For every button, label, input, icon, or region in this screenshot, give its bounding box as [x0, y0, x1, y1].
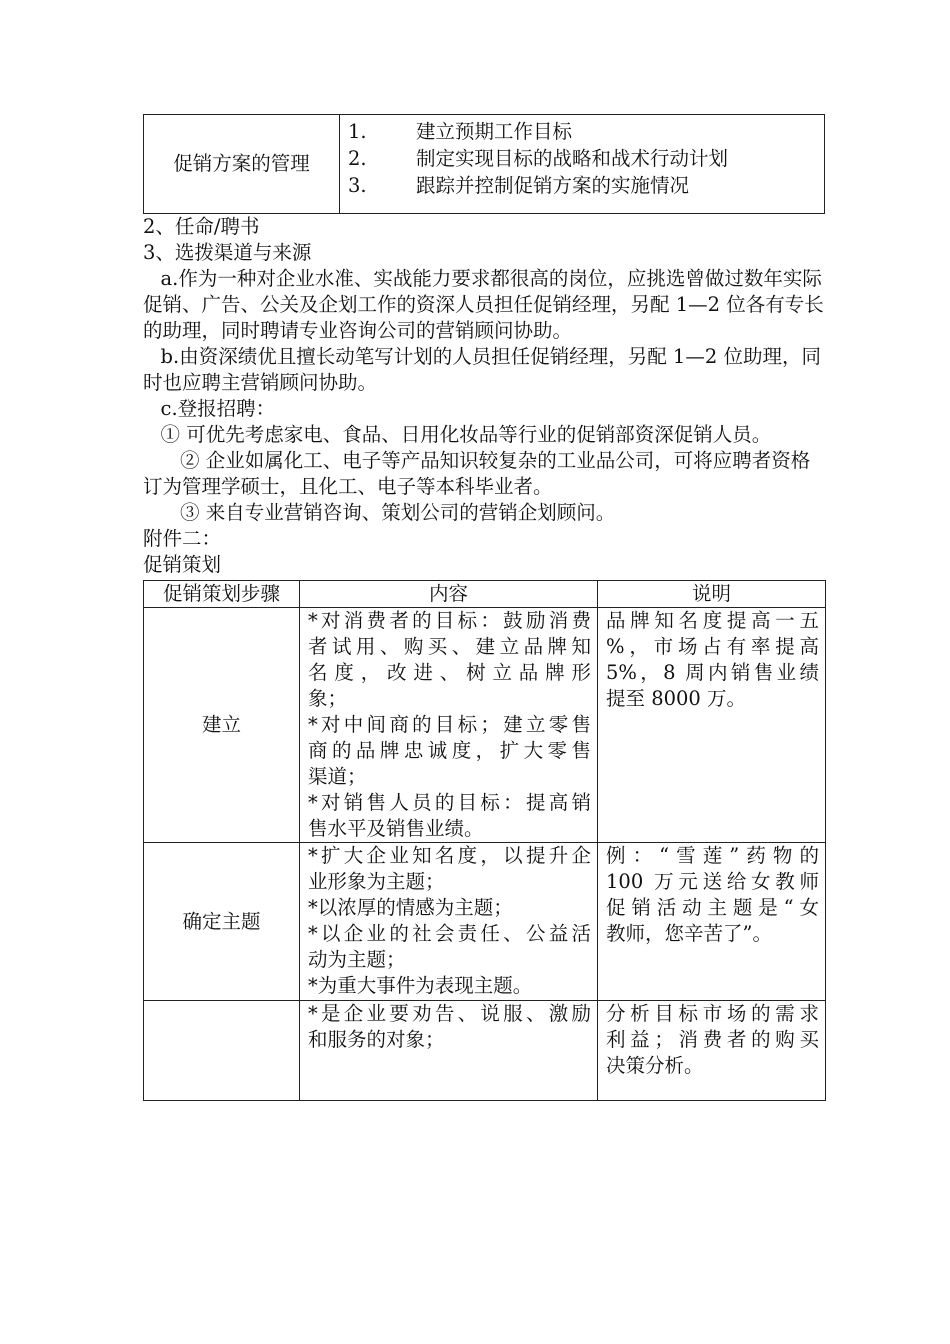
note-line: 5%，8 周内销售业绩 [606, 661, 819, 684]
content-line: *对中间商的目标；建立零售 [308, 713, 591, 736]
section-appointment: 2、任命/聘书 [143, 215, 260, 238]
content-line: *以浓厚的情感为主题； [308, 896, 513, 919]
section-selection-channels: 3、选拨渠道与来源 [143, 241, 312, 264]
content-line: *对销售人员的目标：提高销 [308, 791, 591, 814]
content-line: *扩大企业知名度，以提升企 [308, 844, 591, 867]
management-item [348, 146, 818, 173]
note-line: 提至 8000 万。 [606, 687, 747, 710]
content-line: 名度，改进、树立品牌形 [308, 661, 591, 684]
header-content: 内容 [300, 581, 598, 608]
row-note [598, 843, 826, 1001]
row-step: 确定主题 [144, 843, 300, 1001]
management-label: 促销方案的管理 [144, 115, 340, 214]
management-table [143, 114, 825, 214]
note-line: 例：“雪莲”药物的 [606, 844, 819, 867]
content-line: 业形象为主题； [308, 870, 445, 893]
table-row [144, 843, 826, 1001]
item-text: 建立预期工作目标 [416, 120, 573, 143]
paragraph-c1: ① 可优先考虑家电、食品、日用化妆品等行业的促销部资深促销人员。 [160, 423, 772, 446]
item-text: 跟踪并控制促销方案的实施情况 [416, 174, 690, 197]
row-content [300, 843, 598, 1001]
item-text: 制定实现目标的战略和战术行动计划 [416, 147, 729, 170]
row-step [144, 1001, 300, 1101]
row-content [300, 1001, 598, 1101]
paragraph-a: a.作为一种对企业水准、实战能力要求都很高的岗位，应挑选曾做过数年实际促销、广告、公关及企划工作的资深人员担任促销经理，另配 1—2 位各有专长的助理，同时聘请专业咨询公司的营销顾问协助。 [143, 267, 824, 342]
document-page [143, 114, 825, 1101]
content-line: 商的品牌忠诚度，扩大零售 [308, 739, 591, 762]
row-note [598, 1001, 826, 1101]
paragraph-c: c.登报招聘： [160, 397, 276, 420]
item-number: 2. [348, 147, 367, 170]
content-line: 售水平及销售业绩。 [308, 817, 484, 840]
appendix-label: 附件二： [143, 527, 222, 550]
content-line: 渠道； [308, 765, 367, 788]
content-line: *以企业的社会责任、公益活 [308, 922, 591, 945]
item-number: 3. [348, 174, 367, 197]
content-line: *对消费者的目标：鼓励消费 [308, 609, 591, 632]
note-line: 品牌知名度提高一五 [606, 609, 819, 632]
content-line: *为重大事件为表现主题。 [308, 974, 533, 997]
row-step: 建立 [144, 608, 300, 843]
table-header-row [144, 581, 826, 608]
note-line: 100 万元送给女教师 [606, 870, 819, 893]
note-line: 利益；消费者的购买 [606, 1028, 819, 1051]
note-line: 决策分析。 [606, 1054, 704, 1077]
management-items [340, 115, 825, 214]
header-note: 说明 [598, 581, 826, 608]
content-line: 者试用、购买、建立品牌知 [308, 635, 591, 658]
note-line: %，市场占有率提高 [606, 635, 819, 658]
note-line: 分析目标市场的需求 [606, 1002, 819, 1025]
content-line: 象； [308, 687, 348, 710]
promotion-plan-table [143, 580, 826, 1101]
table-row [144, 1001, 826, 1101]
paragraph-b: b.由资深绩优且擅长动笔写计划的人员担任促销经理，另配 1—2 位助理，同时也应聘主营销顾问协助。 [143, 345, 821, 394]
header-step: 促销策划步骤 [144, 581, 300, 608]
paragraph-c3: ③ 来自专业营销咨询、策划公司的营销企划顾问。 [180, 501, 616, 524]
content-line: *是企业要劝告、说服、激励 [308, 1002, 591, 1025]
item-number: 1. [348, 120, 367, 143]
management-item [348, 173, 818, 200]
note-line: 教师，您辛苦了”。 [606, 922, 772, 945]
paragraph-c2: ② 企业如属化工、电子等产品知识较复杂的工业品公司，可将应聘者资格订为管理学硕士，且化工、电子等本科毕业者。 [143, 449, 811, 498]
row-content [300, 608, 598, 843]
row-note [598, 608, 826, 843]
appendix-title: 促销策划 [143, 553, 222, 576]
table-row [144, 608, 826, 843]
management-item [348, 119, 818, 146]
note-line: 促销活动主题是“女 [606, 896, 819, 919]
content-line: 和服务的对象； [308, 1028, 445, 1051]
content-line: 动为主题； [308, 948, 406, 971]
